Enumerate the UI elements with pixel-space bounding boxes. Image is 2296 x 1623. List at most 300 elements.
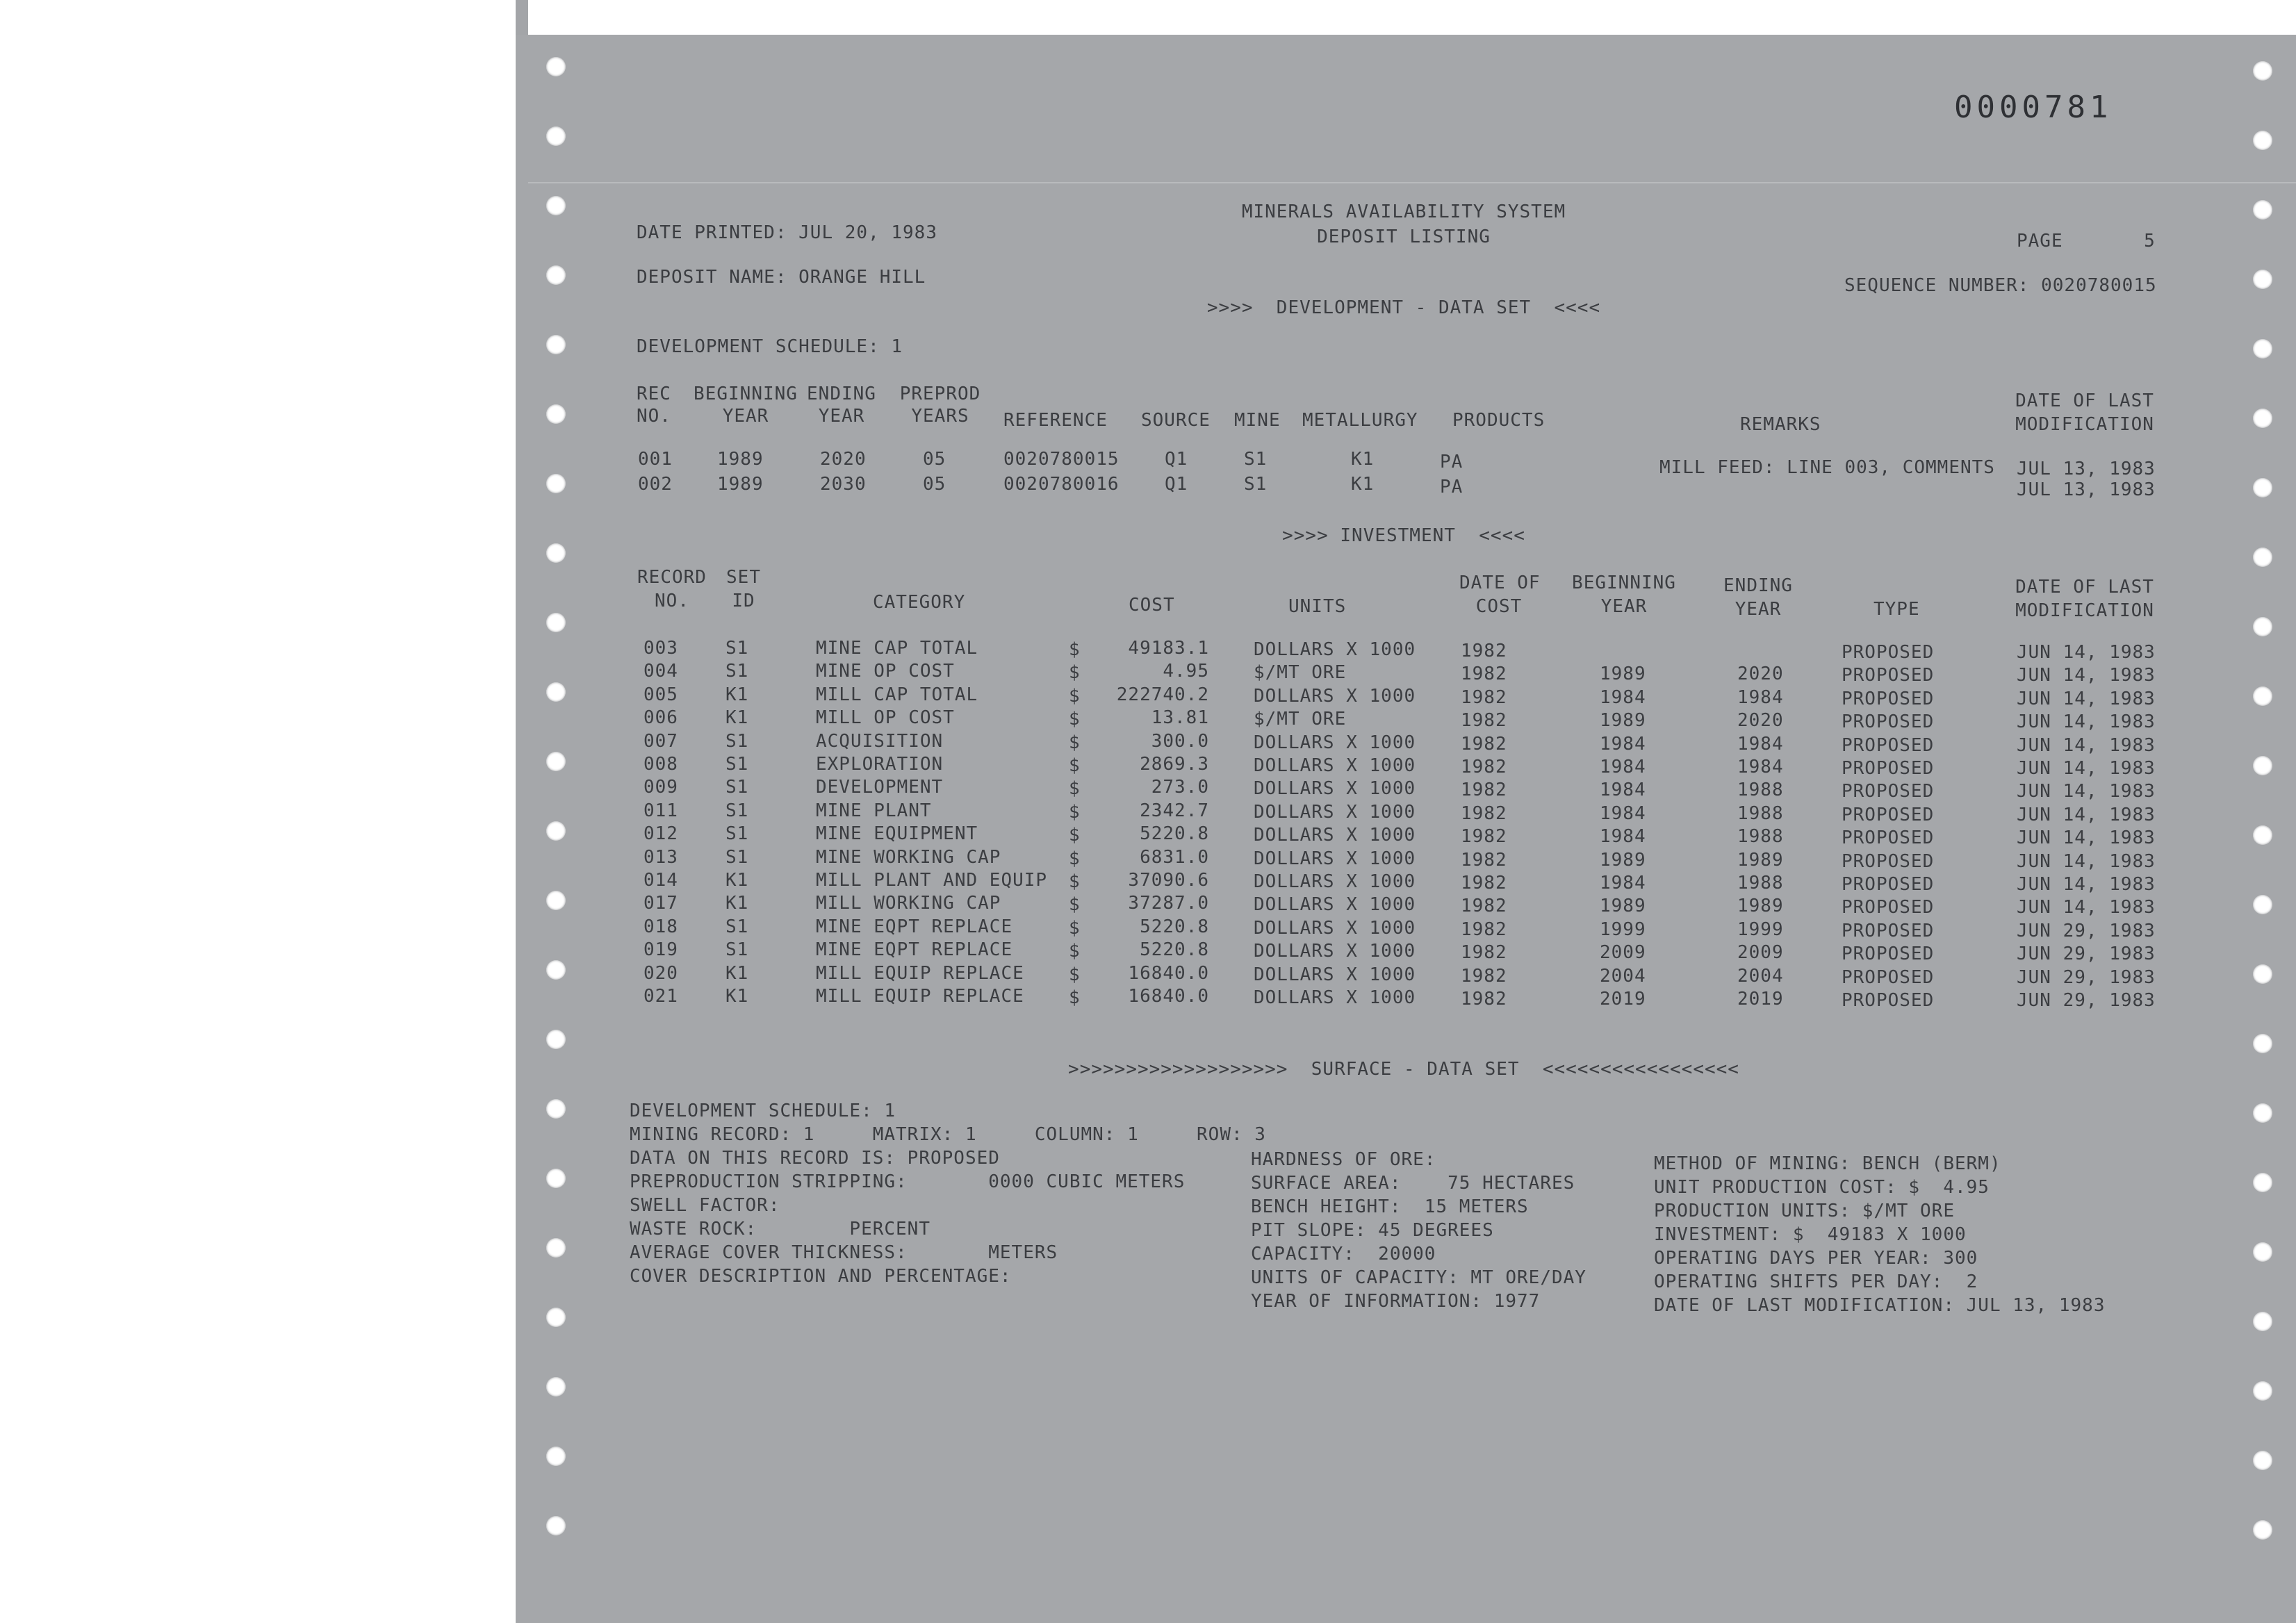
surface-left-line: AVERAGE COVER THICKNESS: METERS — [630, 1242, 1058, 1263]
inv-currency-symbol: $ — [1069, 755, 1081, 776]
surface-left-line: SWELL FACTOR: — [630, 1195, 780, 1216]
inv-category: MINE WORKING CAP — [816, 846, 1001, 868]
tractor-hole — [2253, 200, 2272, 220]
surface-middle-line: CAPACITY: 20000 — [1251, 1244, 1436, 1264]
inv-type: PROPOSED — [1842, 850, 1935, 872]
page-number: PAGE 5 — [2017, 231, 2156, 252]
dev-date-of-last-modification: JUL 13, 1983 — [2017, 479, 2156, 500]
inv-date-of-last-modification: JUN 29, 1983 — [2017, 966, 2156, 988]
inv-set-id: K1 — [725, 707, 749, 729]
inv-set-id: S1 — [725, 823, 749, 845]
inv-date-of-last-modification: JUN 14, 1983 — [2017, 804, 2156, 825]
listing-title: DEPOSIT LISTING — [1317, 226, 1491, 247]
tractor-hole — [546, 1308, 566, 1327]
inv-beginning-year: 1984 — [1600, 733, 1646, 755]
surface-middle-line: BENCH HEIGHT: 15 METERS — [1251, 1196, 1529, 1217]
inv-currency-symbol: $ — [1069, 662, 1081, 684]
inv-ending-year: 1984 — [1737, 686, 1784, 708]
inv-header-cost: COST — [1129, 595, 1175, 616]
inv-record-no: 006 — [643, 707, 678, 729]
tractor-hole — [546, 265, 566, 285]
inv-category: MINE EQPT REPLACE — [816, 939, 1013, 961]
dev-header-pre-1: PREPROD — [899, 384, 981, 404]
tractor-hole — [546, 1169, 566, 1188]
tractor-hole — [546, 1447, 566, 1466]
inv-category: MILL EQUIP REPLACE — [816, 962, 1024, 984]
inv-units: DOLLARS X 1000 — [1254, 871, 1416, 892]
inv-category: MILL OP COST — [816, 707, 955, 729]
inv-cost: 16840.0 — [1128, 986, 1209, 1007]
tractor-hole — [2253, 547, 2272, 567]
deposit-name: DEPOSIT NAME: ORANGE HILL — [637, 267, 926, 288]
inv-currency-symbol: $ — [1069, 801, 1081, 823]
inv-record-no: 004 — [643, 661, 678, 682]
dev-reference: 0020780016 — [1003, 474, 1120, 495]
inv-currency-symbol: $ — [1069, 825, 1081, 846]
inv-set-id: S1 — [725, 661, 749, 682]
inv-cost: 300.0 — [1151, 730, 1209, 752]
inv-set-id: K1 — [725, 684, 749, 705]
tractor-hole — [546, 960, 566, 980]
dev-header-source: SOURCE — [1141, 410, 1211, 431]
inv-date-of-cost: 1982 — [1461, 802, 1507, 824]
tractor-hole — [2253, 409, 2272, 428]
dev-header-beg-2: YEAR — [722, 406, 769, 427]
tractor-hole — [546, 1377, 566, 1397]
inv-date-of-cost: 1982 — [1461, 641, 1507, 661]
surface-right-line: UNIT PRODUCTION COST: $ 4.95 — [1654, 1177, 1990, 1198]
inv-record-no: 007 — [643, 730, 678, 752]
date-printed: DATE PRINTED: JUL 20, 1983 — [637, 222, 937, 243]
inv-currency-symbol: $ — [1069, 778, 1081, 800]
dev-ending-year: 2030 — [820, 474, 867, 495]
inv-date-of-cost: 1982 — [1461, 686, 1507, 708]
dev-rec-no: 001 — [638, 449, 673, 470]
inv-date-of-last-modification: JUN 14, 1983 — [2017, 827, 2156, 849]
inv-units: DOLLARS X 1000 — [1254, 964, 1416, 985]
inv-type: PROPOSED — [1842, 711, 1935, 733]
tractor-hole — [2253, 1312, 2272, 1331]
inv-record-no: 014 — [643, 870, 678, 891]
tractor-hole — [546, 613, 566, 632]
surface-right-line: PRODUCTION UNITS: $/MT ORE — [1654, 1201, 1955, 1221]
dev-header-metallurgy: METALLURGY — [1302, 410, 1418, 431]
inv-currency-symbol: $ — [1069, 871, 1081, 892]
inv-header-record-2: NO. — [655, 591, 689, 611]
inv-currency-symbol: $ — [1069, 964, 1081, 985]
inv-category: DEVELOPMENT — [816, 777, 944, 798]
tractor-hole — [2253, 478, 2272, 497]
inv-ending-year: 2004 — [1737, 965, 1784, 987]
inv-units: DOLLARS X 1000 — [1254, 848, 1416, 869]
inv-category: MILL PLANT AND EQUIP — [816, 870, 1048, 891]
inv-set-id: K1 — [725, 962, 749, 984]
inv-cost: 16840.0 — [1128, 962, 1209, 984]
dev-metallurgy: K1 — [1351, 474, 1375, 495]
document-number: 0000781 — [1954, 90, 2113, 125]
inv-category: MINE EQUIPMENT — [816, 823, 978, 845]
inv-date-of-last-modification: JUN 14, 1983 — [2017, 874, 2156, 895]
inv-beginning-year: 2019 — [1600, 989, 1646, 1010]
inv-header-beg-1: BEGINNING — [1572, 572, 1676, 593]
inv-header-set-1: SET — [726, 567, 761, 588]
inv-cost: 37287.0 — [1128, 893, 1209, 914]
surface-right-line: INVESTMENT: $ 49183 X 1000 — [1654, 1224, 1967, 1245]
inv-date-of-cost: 1982 — [1461, 733, 1507, 755]
tractor-hole — [546, 1030, 566, 1049]
inv-ending-year: 2020 — [1737, 710, 1784, 732]
inv-category: EXPLORATION — [816, 754, 944, 775]
dev-reference: 0020780015 — [1003, 449, 1120, 470]
inv-date-of-last-modification: JUN 14, 1983 — [2017, 734, 2156, 756]
inv-ending-year: 2019 — [1737, 989, 1784, 1010]
tractor-hole — [546, 474, 566, 493]
inv-cost: 49183.1 — [1128, 638, 1209, 659]
inv-type: PROPOSED — [1842, 944, 1935, 965]
dev-source: Q1 — [1165, 474, 1188, 495]
tractor-hole — [546, 57, 566, 76]
tractor-hole — [2253, 1520, 2272, 1540]
inv-ending-year: 1989 — [1737, 849, 1784, 871]
inv-category: ACQUISITION — [816, 730, 944, 752]
tractor-hole — [546, 196, 566, 215]
development-section-title: >>>> DEVELOPMENT - DATA SET <<<< — [1206, 297, 1601, 318]
tractor-hole — [546, 821, 566, 841]
dev-metallurgy: K1 — [1351, 449, 1375, 470]
tractor-hole — [546, 1099, 566, 1119]
inv-date-of-last-modification: JUN 29, 1983 — [2017, 944, 2156, 965]
inv-type: PROPOSED — [1842, 874, 1935, 895]
inv-set-id: S1 — [725, 800, 749, 821]
inv-cost: 37090.6 — [1128, 870, 1209, 891]
surface-right-line: OPERATING SHIFTS PER DAY: 2 — [1654, 1271, 1978, 1292]
dev-rec-no: 002 — [638, 474, 673, 495]
inv-units: DOLLARS X 1000 — [1254, 778, 1416, 800]
dev-header-mod-1: DATE OF LAST — [2015, 390, 2154, 411]
dev-preprod-years: 05 — [923, 474, 946, 495]
inv-header-mod-2: MODIFICATION — [2015, 600, 2154, 621]
dev-header-rec-1: REC — [637, 384, 671, 404]
inv-category: MINE OP COST — [816, 661, 955, 682]
inv-currency-symbol: $ — [1069, 987, 1081, 1008]
surface-left-line: DATA ON THIS RECORD IS: PROPOSED — [630, 1148, 1000, 1169]
inv-type: PROPOSED — [1842, 665, 1935, 686]
inv-date-of-cost: 1982 — [1461, 873, 1507, 893]
inv-units: DOLLARS X 1000 — [1254, 755, 1416, 776]
inv-category: MINE PLANT — [816, 800, 932, 821]
inv-header-category: CATEGORY — [873, 592, 966, 613]
inv-header-end-2: YEAR — [1735, 599, 1782, 620]
surface-left-line: PREPRODUCTION STRIPPING: 0000 CUBIC METERS — [630, 1171, 1186, 1192]
inv-record-no: 020 — [643, 962, 678, 984]
tractor-hole — [2253, 1242, 2272, 1262]
inv-date-of-last-modification: JUN 14, 1983 — [2017, 758, 2156, 779]
inv-date-of-cost: 1982 — [1461, 896, 1507, 917]
inv-ending-year: 2020 — [1737, 664, 1784, 685]
inv-currency-symbol: $ — [1069, 848, 1081, 869]
inv-cost: 6831.0 — [1140, 846, 1209, 868]
inv-header-beg-2: YEAR — [1600, 596, 1648, 617]
inv-type: PROPOSED — [1842, 688, 1935, 709]
inv-set-id: K1 — [725, 986, 749, 1007]
inv-date-of-last-modification: JUN 14, 1983 — [2017, 781, 2156, 802]
dev-header-reference: REFERENCE — [1003, 410, 1108, 431]
inv-beginning-year: 1999 — [1600, 918, 1646, 940]
inv-header-end-1: ENDING — [1723, 575, 1793, 596]
inv-cost: 222740.2 — [1116, 684, 1209, 705]
inv-ending-year: 2009 — [1737, 942, 1784, 964]
dev-header-remarks: REMARKS — [1740, 414, 1821, 435]
inv-cost: 5220.8 — [1140, 823, 1209, 845]
inv-ending-year: 1999 — [1737, 918, 1784, 940]
inv-units: $/MT ORE — [1254, 662, 1347, 684]
inv-date-of-cost: 1982 — [1461, 849, 1507, 871]
surface-middle-line: SURFACE AREA: 75 HECTARES — [1251, 1173, 1575, 1194]
inv-cost: 2342.7 — [1140, 800, 1209, 821]
inv-currency-symbol: $ — [1069, 941, 1081, 962]
inv-type: PROPOSED — [1842, 920, 1935, 941]
inv-currency-symbol: $ — [1069, 917, 1081, 939]
dev-header-end-2: YEAR — [818, 406, 865, 427]
inv-date-of-cost: 1982 — [1461, 942, 1507, 964]
inv-set-id: S1 — [725, 939, 749, 961]
surface-middle-line: UNITS OF CAPACITY: MT ORE/DAY — [1251, 1267, 1586, 1288]
dev-products: PA — [1440, 452, 1463, 472]
surface-middle-line: PIT SLOPE: 45 DEGREES — [1251, 1220, 1494, 1241]
surface-section-title: >>>>>>>>>>>>>>>>>>> SURFACE - DATA SET <<<<<<<<<<<<<<<<< — [1068, 1059, 1739, 1080]
inv-cost: 2869.3 — [1140, 754, 1209, 775]
inv-ending-year: 1984 — [1737, 733, 1784, 755]
inv-date-of-last-modification: JUN 14, 1983 — [2017, 850, 2156, 872]
inv-type: PROPOSED — [1842, 804, 1935, 825]
inv-date-of-cost: 1982 — [1461, 826, 1507, 848]
inv-units: DOLLARS X 1000 — [1254, 894, 1416, 916]
inv-set-id: S1 — [725, 916, 749, 937]
inv-set-id: S1 — [725, 846, 749, 868]
inv-cost: 5220.8 — [1140, 939, 1209, 961]
inv-date-of-cost: 1982 — [1461, 757, 1507, 777]
inv-date-of-last-modification: JUN 29, 1983 — [2017, 990, 2156, 1011]
dev-header-beg-1: BEGINNING — [694, 384, 798, 404]
surface-middle-line: YEAR OF INFORMATION: 1977 — [1251, 1291, 1541, 1312]
inv-units: DOLLARS X 1000 — [1254, 685, 1416, 707]
inv-set-id: K1 — [725, 870, 749, 891]
inv-type: PROPOSED — [1842, 827, 1935, 849]
inv-ending-year: 1989 — [1737, 896, 1784, 917]
inv-ending-year: 1988 — [1737, 802, 1784, 824]
inv-cost: 4.95 — [1163, 661, 1209, 682]
inv-beginning-year: 2004 — [1600, 965, 1646, 987]
dev-beginning-year: 1989 — [717, 474, 764, 495]
inv-record-no: 018 — [643, 916, 678, 937]
inv-type: PROPOSED — [1842, 734, 1935, 756]
inv-beginning-year: 1989 — [1600, 849, 1646, 871]
tractor-hole — [2253, 1381, 2272, 1401]
inv-units: DOLLARS X 1000 — [1254, 732, 1416, 753]
tractor-hole — [2253, 825, 2272, 845]
inv-currency-symbol: $ — [1069, 685, 1081, 707]
inv-date-of-last-modification: JUN 14, 1983 — [2017, 711, 2156, 733]
inv-record-no: 005 — [643, 684, 678, 705]
development-schedule: DEVELOPMENT SCHEDULE: 1 — [637, 336, 903, 357]
sequence-number: SEQUENCE NUMBER: 0020780015 — [1844, 275, 2157, 296]
inv-units: DOLLARS X 1000 — [1254, 801, 1416, 823]
inv-units: DOLLARS X 1000 — [1254, 941, 1416, 962]
inv-ending-year: 1984 — [1737, 757, 1784, 777]
inv-record-no: 019 — [643, 939, 678, 961]
tractor-hole — [546, 891, 566, 910]
dev-date-of-last-modification: JUL 13, 1983 — [2017, 459, 2156, 479]
inv-record-no: 009 — [643, 777, 678, 798]
inv-set-id: S1 — [725, 638, 749, 659]
inv-type: PROPOSED — [1842, 897, 1935, 918]
inv-category: MILL CAP TOTAL — [816, 684, 978, 705]
inv-units: $/MT ORE — [1254, 709, 1347, 730]
inv-record-no: 008 — [643, 754, 678, 775]
investment-section-title: >>>> INVESTMENT <<<< — [1282, 525, 1525, 546]
inv-date-of-last-modification: JUN 14, 1983 — [2017, 642, 2156, 663]
inv-header-doc-2: COST — [1475, 596, 1523, 617]
tractor-hole — [2253, 756, 2272, 775]
surface-right-line: DATE OF LAST MODIFICATION: JUL 13, 1983 — [1654, 1295, 2106, 1316]
tractor-hole — [2253, 617, 2272, 636]
system-title: MINERALS AVAILABILITY SYSTEM — [1241, 201, 1566, 222]
inv-type: PROPOSED — [1842, 781, 1935, 802]
inv-ending-year: 1988 — [1737, 780, 1784, 801]
dev-header-products: PRODUCTS — [1452, 410, 1545, 431]
inv-ending-year: 1988 — [1737, 873, 1784, 893]
inv-date-of-last-modification: JUN 29, 1983 — [2017, 920, 2156, 941]
dev-mine: S1 — [1244, 449, 1268, 470]
inv-date-of-cost: 1982 — [1461, 780, 1507, 801]
inv-cost: 5220.8 — [1140, 916, 1209, 937]
inv-record-no: 017 — [643, 893, 678, 914]
tractor-hole — [2253, 686, 2272, 706]
inv-currency-symbol: $ — [1069, 639, 1081, 660]
inv-units: DOLLARS X 1000 — [1254, 987, 1416, 1008]
inv-beginning-year: 1989 — [1600, 664, 1646, 685]
dev-beginning-year: 1989 — [717, 449, 764, 470]
inv-type: PROPOSED — [1842, 642, 1935, 663]
tractor-hole — [546, 682, 566, 702]
inv-category: MILL WORKING CAP — [816, 893, 1001, 914]
inv-units: DOLLARS X 1000 — [1254, 917, 1416, 939]
inv-record-no: 011 — [643, 800, 678, 821]
dev-header-rec-2: NO. — [637, 406, 671, 427]
tractor-hole — [546, 1238, 566, 1258]
inv-date-of-cost: 1982 — [1461, 710, 1507, 732]
inv-beginning-year: 1984 — [1600, 826, 1646, 848]
inv-currency-symbol: $ — [1069, 894, 1081, 916]
tractor-hole — [2253, 1173, 2272, 1192]
inv-beginning-year: 1989 — [1600, 896, 1646, 917]
inv-date-of-cost: 1982 — [1461, 664, 1507, 685]
inv-set-id: S1 — [725, 754, 749, 775]
inv-beginning-year: 2009 — [1600, 942, 1646, 964]
tractor-hole — [546, 335, 566, 354]
surface-right-line: OPERATING DAYS PER YEAR: 300 — [1654, 1248, 1978, 1269]
tractor-hole — [546, 543, 566, 563]
surface-left-line: COVER DESCRIPTION AND PERCENTAGE: — [630, 1266, 1012, 1287]
dev-header-pre-2: YEARS — [911, 406, 969, 427]
tractor-hole — [2253, 131, 2272, 150]
dev-header-mine: MINE — [1234, 410, 1281, 431]
tractor-hole — [2253, 1451, 2272, 1470]
inv-date-of-last-modification: JUN 14, 1983 — [2017, 665, 2156, 686]
dev-header-mod-2: MODIFICATION — [2015, 414, 2154, 435]
inv-header-type: TYPE — [1873, 599, 1920, 620]
inv-beginning-year: 1984 — [1600, 802, 1646, 824]
inv-header-mod-1: DATE OF LAST — [2015, 577, 2154, 598]
dev-preprod-years: 05 — [923, 449, 946, 470]
inv-beginning-year: 1984 — [1600, 686, 1646, 708]
inv-header-doc-1: DATE OF — [1459, 572, 1541, 593]
inv-set-id: S1 — [725, 730, 749, 752]
inv-beginning-year: 1989 — [1600, 710, 1646, 732]
inv-set-id: S1 — [725, 777, 749, 798]
inv-beginning-year: 1984 — [1600, 780, 1646, 801]
inv-date-of-last-modification: JUN 14, 1983 — [2017, 688, 2156, 709]
inv-type: PROPOSED — [1842, 758, 1935, 779]
inv-record-no: 003 — [643, 638, 678, 659]
inv-cost: 273.0 — [1151, 777, 1209, 798]
inv-record-no: 021 — [643, 986, 678, 1007]
inv-units: DOLLARS X 1000 — [1254, 639, 1416, 660]
tractor-hole — [546, 404, 566, 424]
surface-left-line: MINING RECORD: 1 MATRIX: 1 COLUMN: 1 ROW: 3 — [630, 1124, 1266, 1145]
inv-date-of-cost: 1982 — [1461, 918, 1507, 940]
inv-date-of-cost: 1982 — [1461, 989, 1507, 1010]
inv-type: PROPOSED — [1842, 966, 1935, 988]
inv-header-record-1: RECORD — [637, 567, 707, 588]
inv-date-of-cost: 1982 — [1461, 965, 1507, 987]
inv-units: DOLLARS X 1000 — [1254, 825, 1416, 846]
inv-record-no: 012 — [643, 823, 678, 845]
perforation-line — [528, 182, 2296, 183]
inv-category: MILL EQUIP REPLACE — [816, 986, 1024, 1007]
inv-ending-year: 1988 — [1737, 826, 1784, 848]
tractor-hole — [546, 752, 566, 771]
tractor-hole — [2253, 1103, 2272, 1123]
tractor-hole — [546, 1516, 566, 1535]
surface-left-line: DEVELOPMENT SCHEDULE: 1 — [630, 1101, 896, 1121]
tractor-hole — [2253, 339, 2272, 359]
tractor-hole — [2253, 895, 2272, 914]
tractor-hole — [546, 126, 566, 146]
dev-mine: S1 — [1244, 474, 1268, 495]
inv-header-units: UNITS — [1288, 596, 1347, 617]
dev-products: PA — [1440, 477, 1463, 497]
tractor-hole — [2253, 270, 2272, 289]
inv-currency-symbol: $ — [1069, 732, 1081, 753]
inv-beginning-year: 1984 — [1600, 873, 1646, 893]
inv-beginning-year: 1984 — [1600, 757, 1646, 777]
inv-date-of-last-modification: JUN 14, 1983 — [2017, 897, 2156, 918]
surface-right-line: METHOD OF MINING: BENCH (BERM) — [1654, 1153, 2001, 1174]
dev-remarks: MILL FEED: LINE 003, COMMENTS — [1659, 457, 1995, 478]
inv-category: MINE EQPT REPLACE — [816, 916, 1013, 937]
dev-ending-year: 2020 — [820, 449, 867, 470]
inv-record-no: 013 — [643, 846, 678, 868]
inv-set-id: K1 — [725, 893, 749, 914]
inv-cost: 13.81 — [1151, 707, 1209, 729]
tractor-hole — [2253, 964, 2272, 984]
inv-type: PROPOSED — [1842, 990, 1935, 1011]
inv-header-set-2: ID — [732, 591, 755, 611]
dev-header-end-1: ENDING — [807, 384, 876, 404]
tractor-hole — [2253, 1034, 2272, 1053]
inv-currency-symbol: $ — [1069, 709, 1081, 730]
